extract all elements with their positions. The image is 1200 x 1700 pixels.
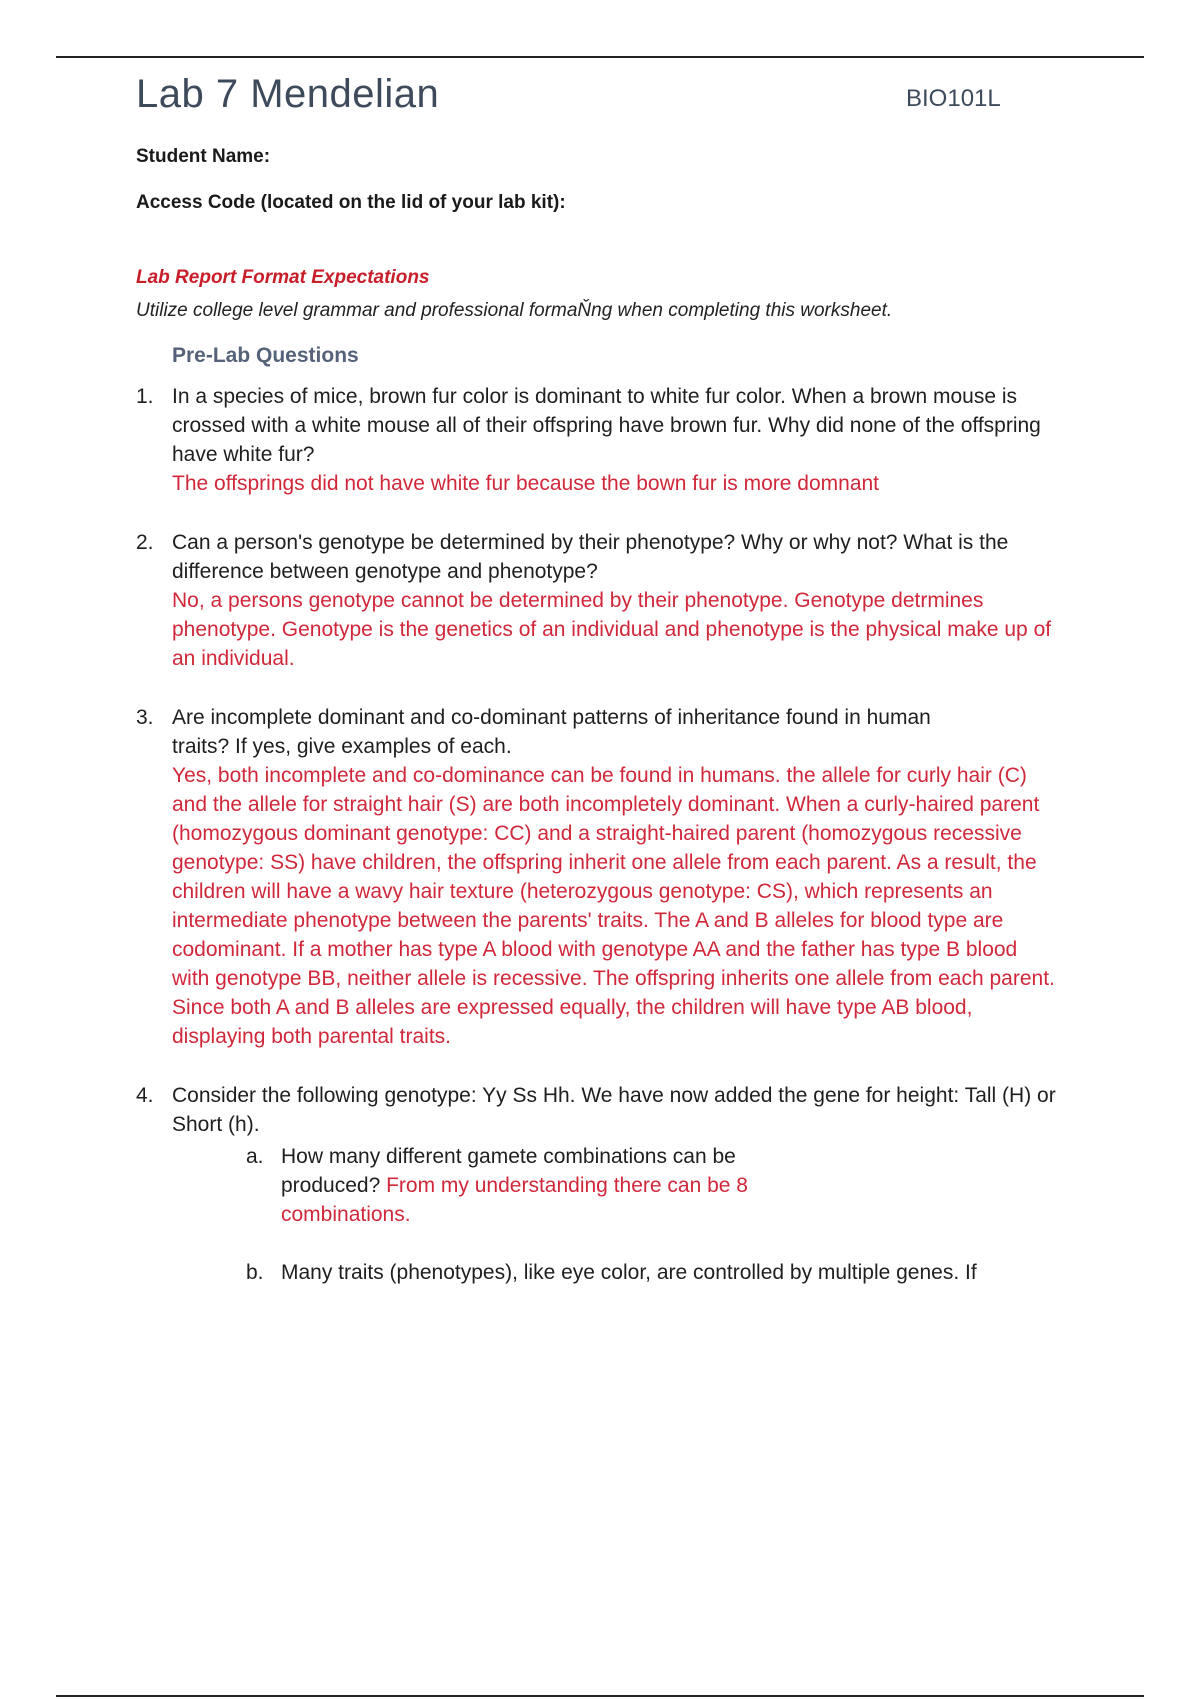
- worksheet-page: [136, 60, 1056, 1287]
- format-text: Utilize college level grammar and professional formaŇng when completing this worksheet.: [136, 300, 893, 321]
- question-number: 1.: [136, 385, 154, 408]
- question-text: Consider the following genotype: Yy Ss Hh. We have now added the gene for height: Tall (H) or Short (h).: [172, 1084, 1056, 1136]
- sub-question-b: [136, 1258, 1056, 1287]
- question-text: Are incomplete dominant and co-dominant patterns of inheritance found in human traits? If yes, give examples of each.: [172, 706, 931, 758]
- sub-question-letter: a.: [246, 1145, 264, 1168]
- question-3: [136, 703, 1056, 1051]
- access-code-label: Access Code (located on the lid of your lab kit):: [136, 192, 566, 213]
- question-number: 3.: [136, 706, 154, 729]
- question-2: [136, 528, 1056, 673]
- question-4: [136, 1081, 1056, 1139]
- sub-answer-text: From my understanding there can be 8 combinations.: [281, 1174, 748, 1226]
- question-1: [136, 382, 1056, 498]
- sub-question-letter: b.: [246, 1261, 264, 1284]
- sub-question-text: How many different gamete combinations can be produced?: [281, 1145, 736, 1197]
- course-code: BIO101L: [906, 85, 1001, 112]
- title-row: [136, 60, 1056, 122]
- question-number: 2.: [136, 531, 154, 554]
- answer-text: Yes, both incomplete and co-dominance can be found in humans. the allele for curly hair (C) and the allele for straight hair (S) are both incompletely dominant. When a curly-haired parent (homozygous dominant genotype: CC) and a straight-haired parent (homozygous recessive genotype: SS) have children, the offspring inherit one allele from each parent. As a result, the children will have a wavy hair texture (heterozygous genotype: CS), which represents an intermediate phenotype between the parents' traits. The A and B alleles for blood type are codominant. If a mother has type A blood with genotype AA and the father has type B blood with genotype BB, neither allele is recessive. The offspring inherits one allele from each parent. Since both A and B alleles are expressed equally, the children will have type AB blood, displaying both parental traits.: [172, 764, 1055, 1048]
- prelab-heading: Pre-Lab Questions: [172, 344, 359, 367]
- answer-text: The offsprings did not have white fur because the bown fur is more domnant: [172, 472, 880, 495]
- answer-text: No, a persons genotype cannot be determined by their phenotype. Genotype detrmines phenotype. Genotype is the genetics of an individual and phenotype is the physical make up of an individual.: [172, 589, 1052, 670]
- format-heading: Lab Report Format Expectations: [136, 267, 430, 288]
- bottom-rule: [56, 1695, 1144, 1697]
- sub-question-a: [136, 1142, 771, 1229]
- sub-question-text: Many traits (phenotypes), like eye color, are controlled by multiple genes. If: [281, 1261, 977, 1284]
- top-rule: [56, 56, 1144, 58]
- question-text: In a species of mice, brown fur color is dominant to white fur color. When a brown mouse is crossed with a white mouse all of their offspring have brown fur. Why did none of the offspring have white fur?: [172, 385, 1041, 466]
- page-title: Lab 7 Mendelian: [136, 72, 440, 116]
- question-text: Can a person's genotype be determined by their phenotype? Why or why not? What is the difference between genotype and phenotype?: [172, 531, 1009, 583]
- question-number: 4.: [136, 1084, 154, 1107]
- student-name-label: Student Name:: [136, 146, 271, 167]
